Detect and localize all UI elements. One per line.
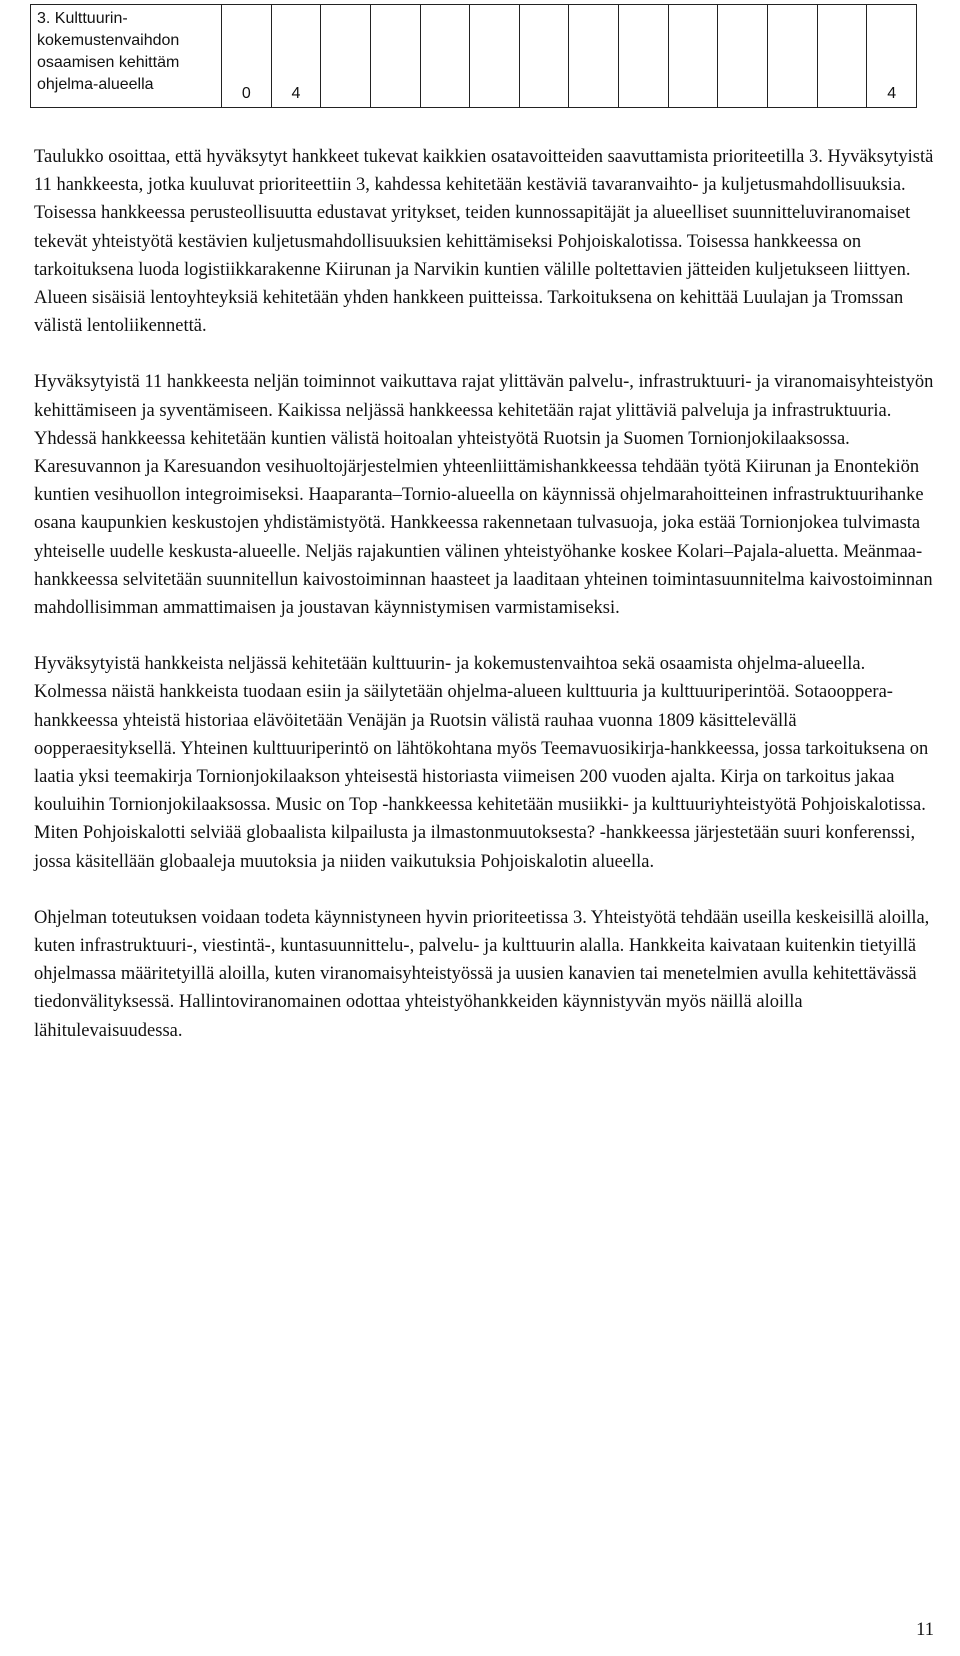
table-cell bbox=[519, 5, 569, 108]
table-cell bbox=[718, 5, 768, 108]
row-label-line: osaamisen kehittäm bbox=[37, 54, 180, 71]
paragraph: Ohjelman toteutuksen voidaan todeta käynnistyneen hyvin prioriteetissa 3. Yhteistyötä tehdään useilla keskeisillä aloilla, kuten infrastruktuuri-, viestintä-, kuntasuunnittelu-, palvelu- ja kulttuurin alalla. Hankkeita kaivataan kuitenkin tietyillä ohjelmassa määritetyillä aloilla, kuten viranomaisyhteistyössä ja uusien kanavien tai menetelmien avulla kehitettävässä tiedonvälityksessä. Hallintoviranomainen odottaa yhteistyöhankkeiden käynnistyvän myös näillä aloilla lähitulevaisuudessa. bbox=[34, 907, 930, 1041]
table-cell bbox=[768, 5, 818, 108]
row-label-line: kokemustenvaihdon bbox=[37, 32, 180, 49]
table-cell bbox=[817, 5, 867, 108]
table-cell bbox=[569, 5, 619, 108]
table-cell bbox=[321, 5, 371, 108]
paragraph: Hyväksytyistä 11 hankkeesta neljän toiminnot vaikuttava rajat ylittävän palvelu-, infrastruktuuri- ja viranomaisyhteistyön kehittämiseen ja syventämiseen. Kaikissa neljässä hankkeessa kehitetään rajat ylittäviä palveluja ja infrastruktuuria. Yhdessä hankkeessa kehitetään kuntien välistä hoitoalan yhteistyötä Ruotsin ja Suomen Tornionjokilaaksossa. Karesuvannon ja Karesuandon vesihuoltojärjestelmien yhteenliittämishankkeessa tehdään työtä Kiirunan ja Enontekiön kuntien vesihuollon integroimiseksi. Haaparanta–Tornio-alueella on käynnissä ohjelmarahoitteinen infrastruktuurihanke osana kaupunkien keskustojen yhdistämistyötä. Hankkeessa rakennetaan tulvasuoja, joka estää Tornionjokea tulvimasta yhteiselle uudelle keskusta-alueelle. Neljäs rajakuntien välinen yhteistyöhanke koskee Kolari–Pajala-aluetta. Meänmaa-hankkeessa selvitetään suunnitellun kaivostoiminnan haasteet ja laaditaan yhteinen toimintasuunnitelma kaivostoiminnan mahdollisimman ammattimaisen ja joustavan käynnistymisen varmistamiseksi. bbox=[34, 372, 934, 619]
document-body bbox=[34, 143, 942, 1073]
paragraph: Taulukko osoittaa, että hyväksytyt hankkeet tukevat kaikkien osatavoitteiden saavuttamista prioriteetilla 3. Hyväksytyistä 11 hankkeesta, jotka kuuluvat prioriteettiin 3, kahdessa kehitetään kestäviä tavaranvaihto- ja kuljetusmahdollisuuksia. Toisessa hankkeessa perusteollisuutta edustavat yritykset, teiden kunnossapitäjät ja alueelliset suunnitteluviranomaiset tekevät yhteistyötä kestävien kuljetusmahdollisuuksien kehittämiseksi Pohjoiskalotissa. Toisessa hankkeessa on tarkoituksena luoda logistiikkarakenne Kiirunan ja Narvikin kuntien välille poltettavien jätteiden kuljetukseen liittyen. Alueen sisäisiä lentoyhteyksiä kehitetään yhden hankkeen puitteissa. Tarkoituksena on kehittää Luulajan ja Tromssan välistä lentoliikennettä. bbox=[34, 147, 934, 337]
priority-table-fragment bbox=[30, 4, 917, 108]
table-cell: 4 bbox=[271, 5, 321, 108]
row-label-cell bbox=[31, 5, 222, 108]
table-cell: 4 bbox=[867, 5, 917, 108]
table-cell bbox=[619, 5, 669, 108]
table-row bbox=[31, 5, 917, 108]
priority-table bbox=[30, 4, 917, 108]
table-cell bbox=[420, 5, 470, 108]
paragraph: Hyväksytyistä hankkeista neljässä kehitetään kulttuurin- ja kokemustenvaihtoa sekä osaamista ohjelma-alueella. Kolmessa näistä hankkeista tuodaan esiin ja säilytetään ohjelma-alueen kulttuuria ja kulttuuriperintöä. Sotaooppera-hankkeessa yhteistä historiaa elävöitetään Venäjän ja Ruotsin välistä rauhaa vuonna 1809 käsittelevällä oopperaesityksellä. Yhteinen kulttuuriperintö on lähtökohtana myös Teemavuosikirja-hankkeessa, jossa tarkoituksena on laatia yksi teemakirja Tornionjokilaakson yhteisestä historiasta viimeisen 200 vuoden ajalta. Kirja on tarkoitus jakaa kouluihin Tornionjokilaaksossa. Music on Top -hankkeessa kehitetään musiikki- ja kulttuuriyhteistyötä Pohjoiskalotissa. Miten Pohjoiskalotti selviää globaalista kilpailusta ja ilmastonmuutoksesta? -hankkeessa järjestetään suuri konferenssi, jossa käsitellään globaaleja muutoksia ja niiden vaikutuksia Pohjoiskalotin alueella. bbox=[34, 654, 929, 872]
row-label-line: 3. Kulttuurin- bbox=[37, 10, 128, 27]
table-cell: 0 bbox=[222, 5, 272, 108]
row-label-line: ohjelma-alueella bbox=[37, 76, 154, 93]
table-cell bbox=[470, 5, 520, 108]
table-cell bbox=[370, 5, 420, 108]
table-cell bbox=[668, 5, 718, 108]
page-number: 11 bbox=[916, 1620, 934, 1640]
